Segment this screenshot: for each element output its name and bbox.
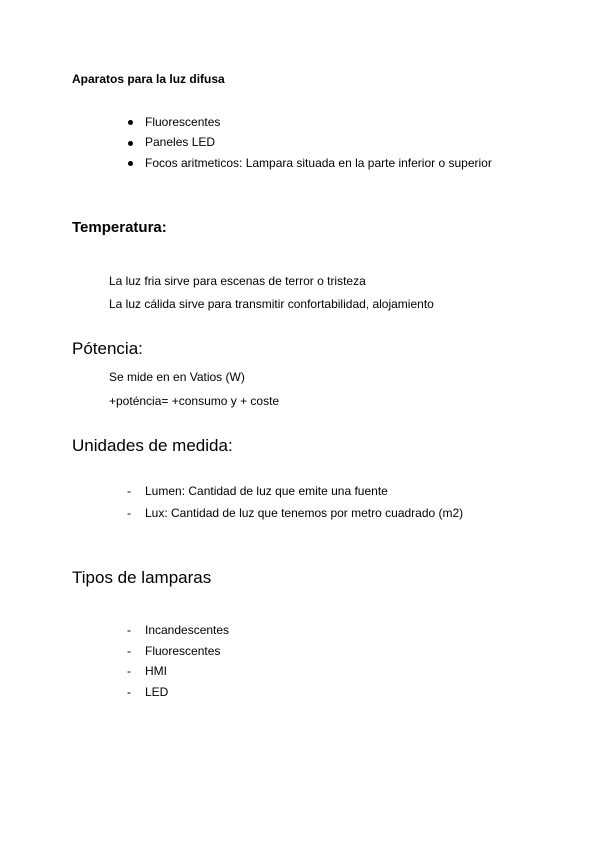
- list-item: Lux: Cantidad de luz que tenemos por metro cuadrado (m2): [145, 506, 464, 520]
- dash-marker: -: [127, 506, 131, 520]
- section-title-unidades: Unidades de medida:: [72, 436, 233, 455]
- bullet-icon: [128, 141, 133, 146]
- list-item: Incandescentes: [145, 623, 230, 637]
- list-item: LED: [145, 685, 169, 699]
- section-title-temperatura: Temperatura:: [72, 219, 167, 236]
- list-item: Focos aritmeticos: Lampara situada en la parte inferior o superior: [145, 156, 492, 170]
- dash-marker: -: [127, 664, 131, 678]
- bullet-icon: [128, 120, 133, 125]
- dash-marker: -: [127, 685, 131, 699]
- list-item: HMI: [145, 664, 167, 678]
- dash-marker: -: [127, 484, 131, 498]
- list-item: Lumen: Cantidad de luz que emite una fuente: [145, 484, 388, 498]
- paragraph-line: La luz fria sirve para escenas de terror o tristeza: [109, 274, 366, 288]
- dash-marker: -: [127, 644, 131, 658]
- paragraph-line: Se mide en en Vatios (W): [109, 370, 245, 384]
- section-title-potencia: Pótencia:: [72, 339, 143, 358]
- dash-marker: -: [127, 623, 131, 637]
- bullet-icon: [128, 161, 133, 166]
- paragraph-line: La luz cálida sirve para transmitir confortabilidad, alojamiento: [109, 297, 434, 311]
- list-item: Paneles LED: [145, 135, 216, 149]
- section-title-tipos: Tipos de lamparas: [72, 568, 212, 587]
- list-item: Fluorescentes: [145, 644, 221, 658]
- section-title-aparatos: Aparatos para la luz difusa: [72, 72, 225, 86]
- paragraph-line: +poténcia= +consumo y + coste: [109, 394, 280, 408]
- list-item: Fluorescentes: [145, 115, 221, 129]
